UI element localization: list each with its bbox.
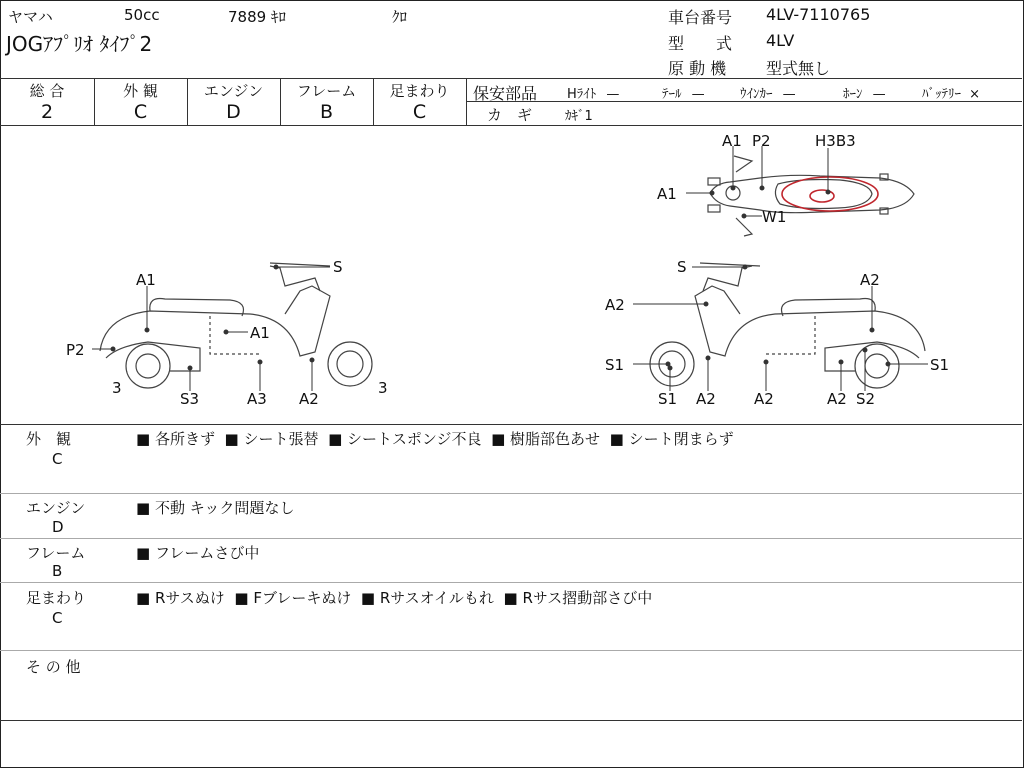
diagram-label: 3 — [112, 379, 122, 397]
remark-items-suspension: ■ Rサスぬけ ■ Fブレーキぬけ ■ Rサスオイルもれ ■ Rサス摺動部さび中 — [136, 589, 653, 607]
diagram-label: P2 — [752, 132, 771, 150]
grade-value-frame: B — [319, 101, 334, 123]
remark-grade-frame: B — [52, 562, 63, 580]
remark-items-engine: ■ 不動 キック問題なし — [136, 499, 295, 517]
grade-label-exterior: 外 観 — [123, 82, 158, 100]
top-view-scooter — [708, 156, 914, 236]
remark-grade-exterior: C — [52, 450, 63, 468]
diagram-label: A2 — [827, 390, 847, 408]
safety-item-winker: ｳｲﾝｶｰ — — [740, 87, 796, 102]
safety-item-battery: ﾊﾞｯﾃﾘｰ × — [922, 87, 981, 102]
model-type: 4LV — [766, 31, 795, 50]
diagram-label: A1 — [136, 271, 156, 289]
remark-items-exterior: ■ 各所きず ■ シート張替 ■ シートスポンジ不良 ■ 樹脂部色あせ ■ シート閉まらず — [136, 430, 734, 448]
diagram-label: P2 — [66, 341, 85, 359]
diagram-label: S — [333, 258, 343, 276]
safety-label: 保安部品 — [473, 84, 538, 103]
diagram-label: A2 — [605, 296, 625, 314]
diagram-label: S1 — [930, 356, 950, 374]
grade-label-overall: 総 合 — [29, 82, 65, 100]
diagram-label: A2 — [860, 271, 880, 289]
diagram-label: A3 — [247, 390, 267, 408]
divider — [0, 582, 1022, 583]
diagram-label: S — [677, 258, 687, 276]
divider — [0, 538, 1022, 539]
key-value: ｶｷﾞ1 — [565, 109, 593, 124]
remark-grade-engine: D — [52, 518, 64, 536]
maker: ヤマハ — [8, 8, 53, 26]
safety-item-headlight: Hﾗｲﾄ — — [567, 87, 620, 102]
safety-item-tail: ﾃｰﾙ — — [662, 87, 705, 102]
remark-label-frame: フレーム — [26, 544, 86, 562]
remark-label-other: そ の 他 — [26, 658, 81, 676]
divider — [0, 650, 1022, 651]
diagram-label: A1 — [722, 132, 742, 150]
diagram-label: A1 — [250, 324, 270, 342]
frame-number-label: 車台番号 — [668, 8, 733, 27]
remark-label-suspension: 足まわり — [26, 589, 87, 607]
grade-value-engine: D — [226, 101, 241, 123]
diagram-label: S3 — [180, 390, 200, 408]
grade-label-suspension: 足まわり — [389, 82, 450, 100]
safety-item-horn: ﾎｰﾝ — — [843, 87, 886, 102]
diagram-label: A1 — [657, 185, 677, 203]
diagram-label: A2 — [754, 390, 774, 408]
grade-value-exterior: C — [133, 101, 148, 123]
damage-mark — [782, 177, 878, 211]
mileage: 7889 ｷﾛ — [228, 8, 286, 26]
diagram-label: S1 — [605, 356, 625, 374]
model-type-label: 型 式 — [668, 34, 733, 53]
divider — [0, 720, 1022, 721]
divider — [0, 493, 1022, 494]
remark-label-engine: エンジン — [26, 499, 86, 517]
color: ｸﾛ — [392, 8, 408, 26]
diagram-label: A2 — [696, 390, 716, 408]
key-label: カ ギ — [487, 106, 533, 124]
right-view-scooter — [650, 263, 925, 388]
diagram-label: S2 — [856, 390, 876, 408]
diagram-label: A2 — [299, 390, 319, 408]
diagram-label: 3 — [378, 379, 388, 397]
grade-label-engine: エンジン — [203, 82, 264, 100]
grade-value-suspension: C — [412, 101, 427, 123]
remark-label-exterior: 外 観 — [26, 430, 72, 448]
displacement: 50cc — [124, 6, 160, 24]
engine-value: 型式無し — [766, 59, 831, 78]
grade-label-frame: フレーム — [296, 82, 357, 100]
frame-number: 4LV-7110765 — [766, 5, 871, 24]
diagram-label: W1 — [762, 208, 787, 226]
divider — [0, 78, 1022, 79]
divider — [466, 78, 467, 125]
diagram-label: H3B3 — [815, 132, 856, 150]
diagram-label: S1 — [658, 390, 678, 408]
engine-label: 原 動 機 — [668, 59, 727, 78]
grade-value-overall: 2 — [40, 101, 54, 123]
divider — [0, 424, 1022, 425]
remark-items-frame: ■ フレームさび中 — [136, 544, 260, 562]
remark-grade-suspension: C — [52, 609, 63, 627]
model-name: JOGｱﾌﾟﾘｵ ﾀｲﾌﾟ2 — [6, 32, 153, 56]
